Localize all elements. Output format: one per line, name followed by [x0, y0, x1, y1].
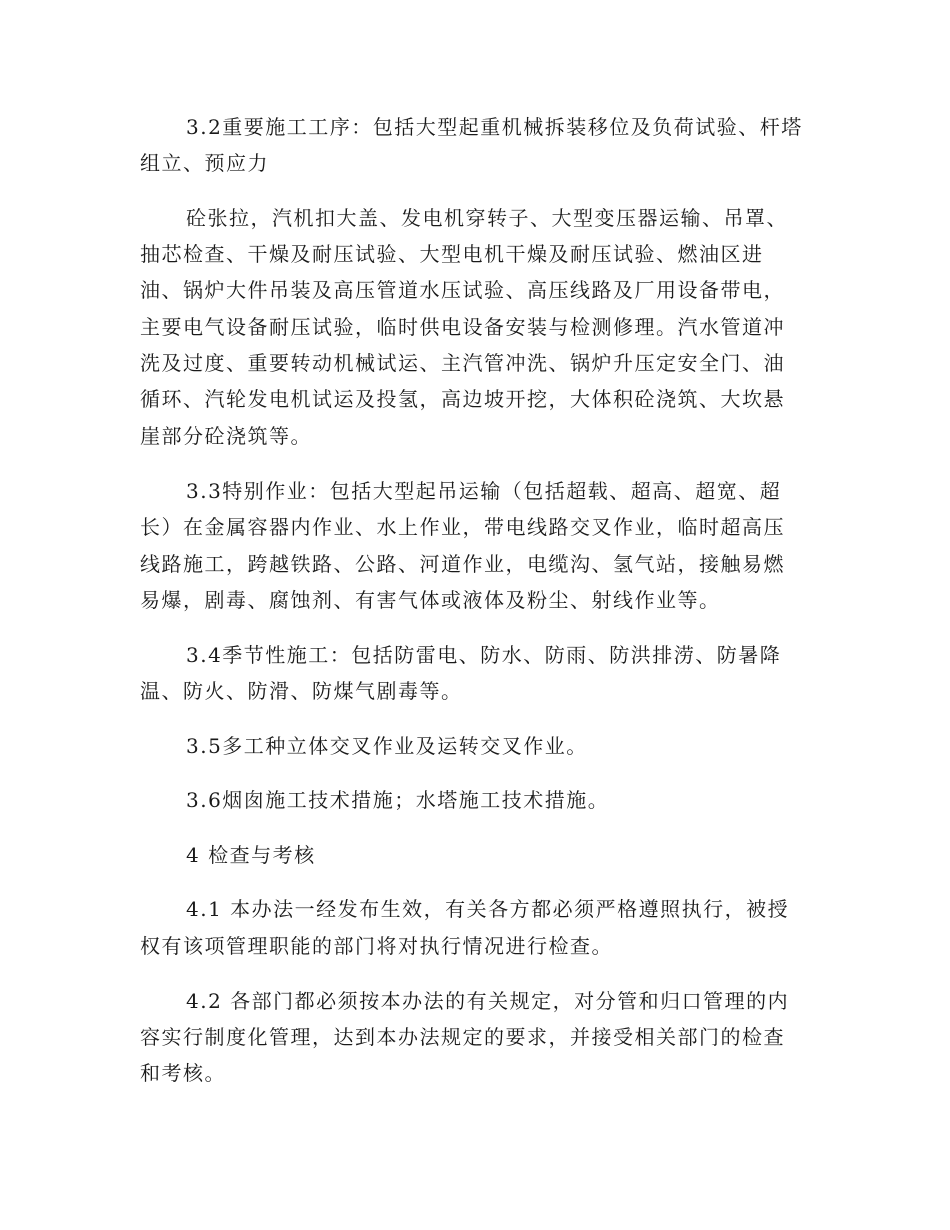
paragraph-4-2-line-1: 4.2 各部门都必须按本办法的有关规定，对分管和归口管理的内	[186, 989, 790, 1013]
paragraph-3-3-line-1: 3.3特别作业：包括大型起吊运输（包括超载、超高、超宽、超	[186, 479, 782, 503]
paragraph-3-2-cont-line-1: 砼张拉，汽机扣大盖、发电机穿转子、大型变压器运输、吊罩、	[186, 206, 788, 230]
paragraph-3-3-line-3: 线路施工，跨越铁路、公路、河道作业，电缆沟、氢气站，接触易燃	[140, 552, 785, 576]
paragraph-3-2-cont-line-7: 崖部分砼浇筑等。	[140, 424, 312, 448]
paragraph-4-2-line-3: 和考核。	[140, 1061, 226, 1085]
paragraph-3-5: 3.5多工种立体交叉作业及运转交叉作业。	[186, 734, 588, 758]
paragraph-3-2-cont-line-5: 洗及过度、重要转动机械试运、主汽管冲洗、锅炉升压定安全门、油	[140, 351, 785, 375]
paragraph-3-4-line-2: 温、防火、防滑、防煤气剧毒等。	[140, 679, 463, 703]
paragraph-3-3-line-2: 长）在金属容器内作业、水上作业，带电线路交叉作业，临时超高压	[140, 515, 785, 539]
paragraph-4-2-line-2: 容实行制度化管理，达到本办法规定的要求，并接受相关部门的检查	[140, 1025, 785, 1049]
section-4-heading: 4 检查与考核	[186, 843, 316, 867]
paragraph-4-1-line-2: 权有该项管理职能的部门将对执行情况进行检查。	[140, 934, 613, 958]
paragraph-3-6: 3.6烟囱施工技术措施；水塔施工技术措施。	[186, 788, 610, 812]
paragraph-3-2-line-2: 组立、预应力	[140, 151, 269, 175]
paragraph-3-2-cont-line-6: 循环、汽轮发电机试运及投氢，高边坡开挖，大体积砼浇筑、大坎悬	[140, 387, 785, 411]
paragraph-3-2-cont-line-4: 主要电气设备耐压试验，临时供电设备安装与检测修理。汽水管道冲	[140, 315, 785, 339]
paragraph-3-3-line-4: 易爆，剧毒、腐蚀剂、有害气体或液体及粉尘、射线作业等。	[140, 588, 721, 612]
paragraph-3-4-line-1: 3.4季节性施工：包括防雷电、防水、防雨、防洪排涝、防暑降	[186, 643, 782, 667]
paragraph-3-2-cont-line-3: 油、锅炉大件吊装及高压管道水压试验、高压线路及厂用设备带电，	[140, 278, 785, 302]
paragraph-4-1-line-1: 4.1 本办法一经发布生效，有关各方都必须严格遵照执行，被授	[186, 897, 790, 921]
paragraph-3-2-cont-line-2: 抽芯检查、干燥及耐压试验、大型电机干燥及耐压试验、燃油区进	[140, 242, 764, 266]
paragraph-3-2-line-1: 3.2重要施工工序：包括大型起重机械拆装移位及负荷试验、杆塔	[186, 115, 803, 139]
